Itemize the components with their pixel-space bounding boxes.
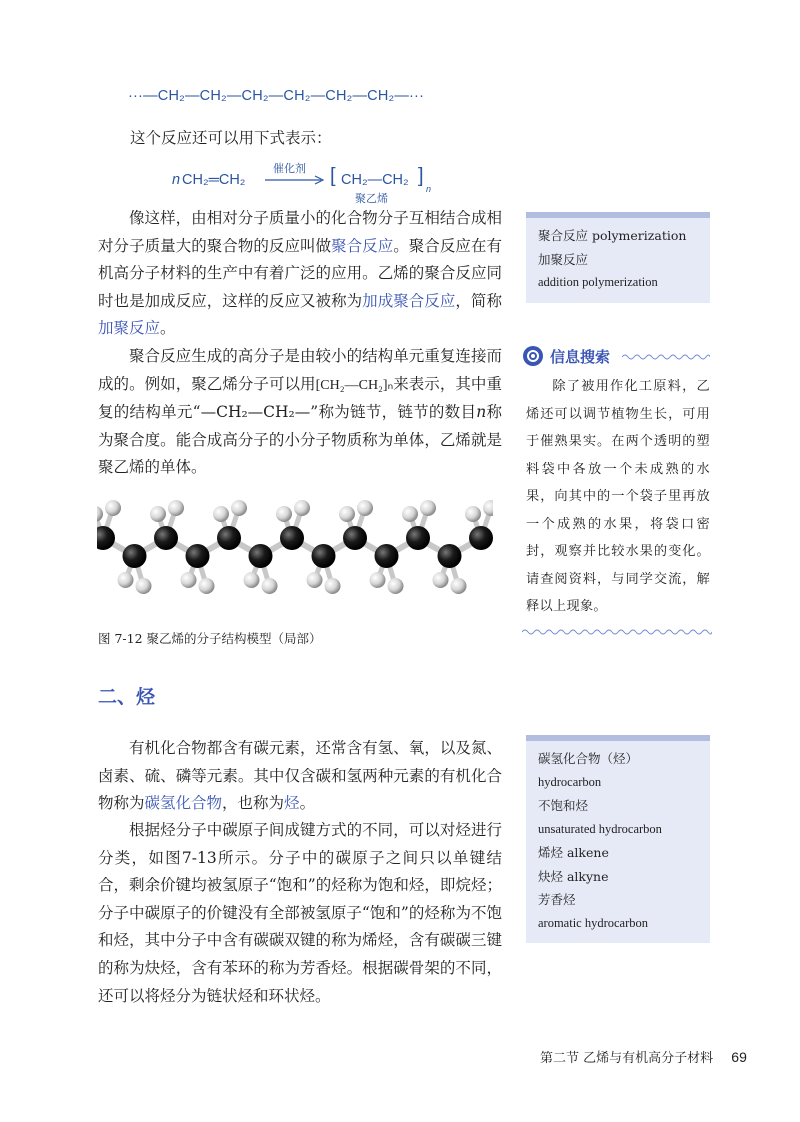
hydrogen-atom <box>213 506 229 522</box>
glossary-entry: unsaturated hydrocarbon <box>538 821 662 836</box>
para3-text-2: ，也称为 <box>222 794 285 813</box>
para1-text-3: ，简称 <box>455 291 502 310</box>
product-subscript: n <box>426 184 432 194</box>
hydrogen-atom <box>150 506 166 522</box>
reactant-formula: CH₂═CH₂ <box>182 172 246 188</box>
para4-text: 根据烃分子中碳原子间成键方式的不同，可以对烃进行分类，如图7-13所示。分子中的碳原子之间只以单键结合，剩余价键均被氢原子“饱和”的烃称为饱和烃，即烷烃；分子中碳原子的价键没有全部被氢原子“饱和”的烃称为不饱和烃，其中分子中含有碳碳双键的称为烯烃，含有碳碳三键的称为炔烃，含有苯环的称为芳香烃。根据碳骨架的不同，还可以将烃分为链状烃和环状烃。 <box>98 821 502 1005</box>
para3-text-1: 有机化合物都含有碳元素，还常含有氢、氧，以及氮、卤素、硫、磷等元素。其中仅含碳和氢两种元素的有机化合物称为 <box>98 739 502 813</box>
glossary-entry: 碳氢化合物（烃） <box>538 751 639 766</box>
product-formula: CH₂—CH₂ <box>341 172 409 188</box>
polymerization-equation <box>172 160 442 210</box>
paragraph-classification <box>98 817 502 1010</box>
carbon-atom <box>343 526 367 550</box>
keyword-addition-polymerization: 加成聚合反应 <box>362 291 456 310</box>
hydrogen-atom <box>231 500 247 516</box>
para2-text-1: 聚合反应生成的高分子是由较小的结构单元重复连接而成的。例如，聚乙烯分子可以用 <box>98 347 502 393</box>
product-bracket-open: [ <box>330 165 336 187</box>
glossary-box-polymerization <box>526 212 710 303</box>
product-name: 聚乙烯 <box>355 193 388 205</box>
hydrogen-atom <box>136 578 152 594</box>
info-search-title: 信息搜索 <box>550 348 611 366</box>
search-at-icon <box>522 345 544 367</box>
para2-text-3: 称为聚合度。能合成高分子的小分子物质称为单体，乙烯就是聚乙烯的单体。 <box>98 403 502 477</box>
hydrogen-atom <box>465 506 481 522</box>
page-number: 69 <box>731 1049 747 1065</box>
hydrogen-atom <box>181 572 197 588</box>
carbon-atom <box>406 526 430 550</box>
glossary-entry: 加聚反应 <box>538 251 589 267</box>
glossary-box-hydrocarbon <box>526 735 710 943</box>
hydrogen-atom <box>244 572 260 588</box>
hydrogen-atom <box>97 506 103 522</box>
footer-section-title: 第二节 乙烯与有机高分子材料 <box>540 1051 714 1066</box>
hydrogen-atom <box>388 578 404 594</box>
hydrogen-atom <box>370 572 386 588</box>
hydrogen-atom <box>168 500 184 516</box>
para1-text-4: 。 <box>160 319 176 338</box>
product-bracket-close: ] <box>418 165 424 187</box>
keyword-hydrocarbon-compound: 碳氢化合物 <box>144 794 223 813</box>
hydrogen-atom <box>276 506 292 522</box>
carbon-atom <box>154 526 178 550</box>
catalyst-label: 催化剂 <box>273 163 306 175</box>
glossary-entry: 烯烃 alkene <box>538 845 609 860</box>
hydrogen-atom <box>451 578 467 594</box>
hydrogen-atom <box>357 500 373 516</box>
figure-caption: 图 7-12 聚乙烯的分子结构模型（局部） <box>98 631 322 646</box>
carbon-atom <box>123 544 147 568</box>
keyword-polymerization: 聚合反应 <box>331 236 394 255</box>
glossary-entry: 聚合反应 polymerization <box>538 228 687 243</box>
glossary-entry: aromatic hydrocarbon <box>538 915 649 930</box>
carbon-atom <box>217 526 241 550</box>
hydrogen-atom <box>402 506 418 522</box>
carbon-atom <box>249 544 273 568</box>
hydrogen-atom <box>105 500 121 516</box>
para1-text-1: 像这样，由相对分子质量小的化合物分子互相结合成相对分子质量大的聚合物的反应叫做 <box>98 209 502 255</box>
paragraph-polymerization <box>98 205 502 343</box>
carbon-atom <box>375 544 399 568</box>
para2-text-2: 来表示，其中重复的结构单元“—CH₂—CH₂—”称为链节，链节的数目 <box>98 374 502 422</box>
page-footer <box>540 1047 747 1066</box>
glossary-entry: 芳香烃 <box>538 892 576 907</box>
keyword-addition-poly-short: 加聚反应 <box>98 319 161 338</box>
carbon-atom <box>280 526 304 550</box>
carbon-atom <box>438 544 462 568</box>
hydrogen-atom <box>339 506 355 522</box>
molecule-model-drawing <box>97 490 493 620</box>
para1-text-2: 。聚合反应在有机高分子材料的生产中有着广泛的应用。乙烯的聚合反应同时也是加成反应，这样的反应又被称为 <box>98 236 502 310</box>
carbon-atom <box>186 544 210 568</box>
hydrogen-atom <box>483 500 493 516</box>
glossary-entry: 不饱和烃 <box>538 798 589 813</box>
glossary-entry: addition polymerization <box>538 275 658 289</box>
hydrogen-atom <box>325 578 341 594</box>
glossary-entry: hydrocarbon <box>538 774 602 789</box>
reactant-coefficient: n <box>172 172 181 188</box>
hydrogen-atom <box>262 578 278 594</box>
wave-divider-icon <box>622 353 710 361</box>
reaction-arrow-icon <box>265 175 325 185</box>
section-heading: 二、烃 <box>98 686 156 708</box>
polyethylene-chain-formula: ···—CH₂—CH₂—CH₂—CH₂—CH₂—CH₂—··· <box>128 88 425 104</box>
glossary-entry: 炔烃 alkyne <box>538 868 609 884</box>
keyword-hydrocarbon: 烃 <box>284 794 300 813</box>
hydrogen-atom <box>420 500 436 516</box>
hydrogen-atom <box>433 572 449 588</box>
para3-text-3: 。 <box>299 794 316 813</box>
intro-line: 这个反应还可以用下式表示： <box>130 129 332 147</box>
carbon-atom <box>469 526 493 550</box>
hydrogen-atom <box>294 500 310 516</box>
paragraph-repeat-unit <box>98 343 502 482</box>
polyethylene-notation: [CH₂—CH₂]ₙ <box>315 377 394 393</box>
carbon-atom <box>312 544 336 568</box>
degree-symbol: n <box>476 403 487 422</box>
hydrogen-atom <box>118 572 134 588</box>
polyethylene-model-image <box>97 490 493 620</box>
wave-divider-icon <box>522 628 712 636</box>
info-search-text: 除了被用作化工原料，乙烯还可以调节植物生长，可用于催熟果实。在两个透明的塑料袋中各放一个未成熟的水果，向其中的一个袋子里再放一个成熟的水果，将袋口密封，观察并比较水果的变化。请查阅资料，与同学交流，解释以上现象。 <box>526 379 710 614</box>
paragraph-hydrocarbon <box>98 735 502 818</box>
hydrogen-atom <box>307 572 323 588</box>
hydrogen-atom <box>199 578 215 594</box>
